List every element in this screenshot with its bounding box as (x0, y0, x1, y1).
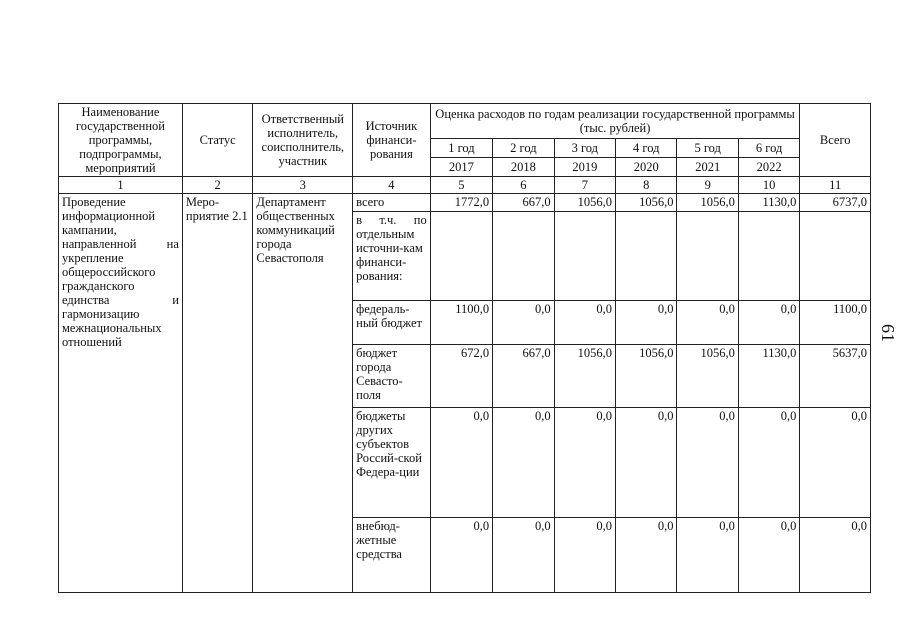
value-cell: 1056,0 (554, 345, 615, 408)
total-cell: 5637,0 (800, 345, 871, 408)
year-label-cell: 5 год (677, 139, 738, 158)
column-number: 10 (738, 177, 799, 194)
year-cell: 2019 (554, 158, 615, 177)
value-cell: 0,0 (738, 301, 799, 345)
value-cell: 672,0 (430, 345, 492, 408)
header-source: Источник финанси-рования (353, 104, 431, 177)
total-cell: 0,0 (800, 407, 871, 518)
year-cell: 2021 (677, 158, 738, 177)
value-cell (677, 211, 738, 301)
value-cell: 0,0 (616, 301, 677, 345)
value-cell: 0,0 (430, 518, 492, 593)
year-label-cell: 2 год (493, 139, 554, 158)
header-name: Наименование государственной программы, подпрограммы, мероприятий (59, 104, 183, 177)
total-cell: 0,0 (800, 518, 871, 593)
value-cell (493, 211, 554, 301)
year-cell: 2018 (493, 158, 554, 177)
value-cell: 0,0 (616, 518, 677, 593)
year-cell: 2017 (430, 158, 492, 177)
value-cell: 1100,0 (430, 301, 492, 345)
value-cell: 667,0 (493, 345, 554, 408)
value-cell: 667,0 (493, 194, 554, 212)
value-cell: 0,0 (738, 407, 799, 518)
value-cell: 0,0 (554, 407, 615, 518)
program-status: Меро-приятие 2.1 (182, 194, 253, 593)
value-cell: 0,0 (616, 407, 677, 518)
funding-source: бюджет города Севасто-поля (353, 345, 431, 408)
year-label-cell: 3 год (554, 139, 615, 158)
column-number: 6 (493, 177, 554, 194)
value-cell: 0,0 (430, 407, 492, 518)
total-cell (800, 211, 871, 301)
value-cell (738, 211, 799, 301)
budget-table (58, 103, 871, 593)
year-cell: 2022 (738, 158, 799, 177)
funding-source: в т.ч. по отдельным источни-кам финанси-рования: (353, 211, 431, 301)
value-cell: 1772,0 (430, 194, 492, 212)
value-cell (616, 211, 677, 301)
funding-source: бюджеты других субъектов Россий-ской Федера-ции (353, 407, 431, 518)
column-number: 11 (800, 177, 871, 194)
program-responsible: Департамент общественных коммуникаций города Севастополя (253, 194, 353, 593)
column-number: 7 (554, 177, 615, 194)
value-cell: 0,0 (493, 407, 554, 518)
value-cell: 0,0 (738, 518, 799, 593)
value-cell: 1130,0 (738, 194, 799, 212)
header-estimate: Оценка расходов по годам реализации государственной программы (тыс. рублей) (430, 104, 800, 139)
value-cell: 0,0 (554, 518, 615, 593)
column-number: 4 (353, 177, 431, 194)
value-cell (430, 211, 492, 301)
value-cell: 0,0 (493, 518, 554, 593)
value-cell (554, 211, 615, 301)
page-number: 61 (878, 324, 898, 342)
funding-source: федераль-ный бюджет (353, 301, 431, 345)
funding-source: внебюд-жетные средства (353, 518, 431, 593)
value-cell: 1056,0 (616, 345, 677, 408)
column-number: 5 (430, 177, 492, 194)
value-cell: 1130,0 (738, 345, 799, 408)
column-number: 3 (253, 177, 353, 194)
year-label-cell: 4 год (616, 139, 677, 158)
header-total: Всего (800, 104, 871, 177)
value-cell: 0,0 (677, 301, 738, 345)
value-cell: 1056,0 (677, 194, 738, 212)
value-cell: 1056,0 (677, 345, 738, 408)
value-cell: 0,0 (677, 518, 738, 593)
total-cell: 6737,0 (800, 194, 871, 212)
program-name: Проведение информационной кампании, направленной на укрепление общероссийского гражданского единства и гармонизацию межнациональных отношений (59, 194, 183, 593)
year-label-cell: 1 год (430, 139, 492, 158)
table-row (59, 194, 871, 212)
funding-source: всего (353, 194, 431, 212)
header-responsible: Ответственный исполнитель, соисполнитель, участник (253, 104, 353, 177)
value-cell: 0,0 (493, 301, 554, 345)
column-number: 9 (677, 177, 738, 194)
total-cell: 1100,0 (800, 301, 871, 345)
value-cell: 1056,0 (554, 194, 615, 212)
year-label-cell: 6 год (738, 139, 799, 158)
value-cell: 1056,0 (616, 194, 677, 212)
header-status: Статус (182, 104, 253, 177)
column-number: 8 (616, 177, 677, 194)
value-cell: 0,0 (554, 301, 615, 345)
value-cell: 0,0 (677, 407, 738, 518)
column-number: 2 (182, 177, 253, 194)
year-cell: 2020 (616, 158, 677, 177)
column-number: 1 (59, 177, 183, 194)
